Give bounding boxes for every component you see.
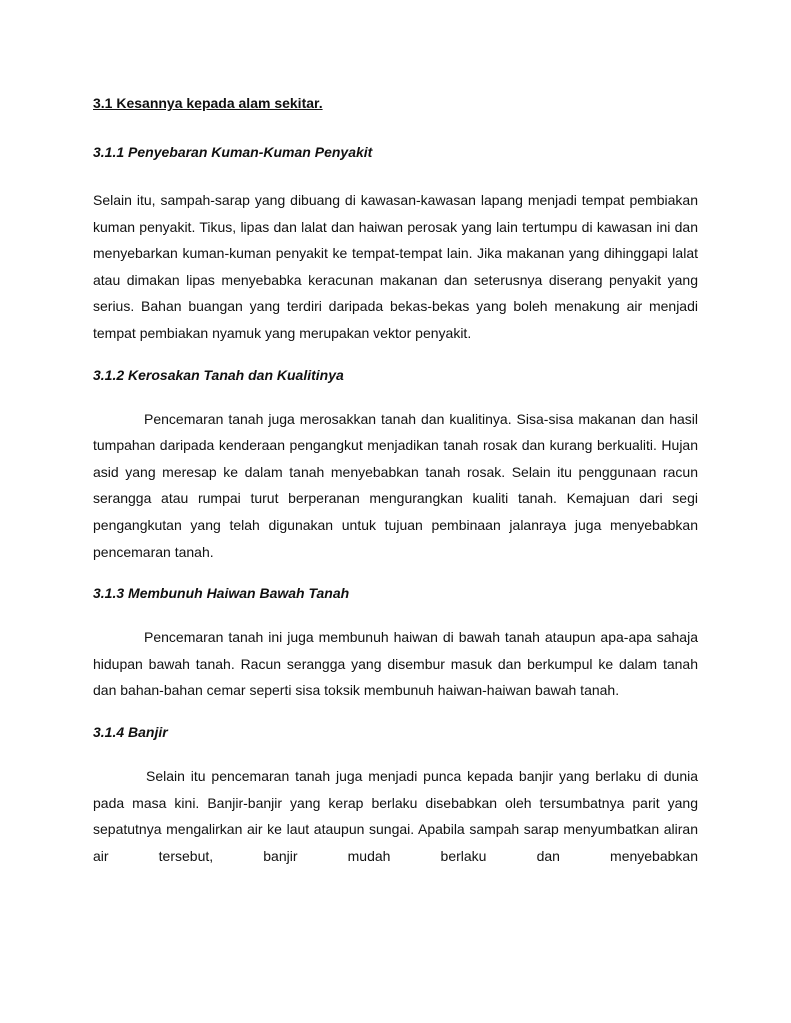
subsection-title-3-1-1: 3.1.1 Penyebaran Kuman-Kuman Penyakit	[93, 144, 373, 160]
subsection-title-3-1-4: 3.1.4 Banjir	[93, 723, 168, 740]
subsection-title-3-1-3: 3.1.3 Membunuh Haiwan Bawah Tanah	[93, 585, 350, 602]
paragraph-3-1-3: Pencemaran tanah ini juga membunuh haiwan di bawah tanah ataupun apa-apa sahaja hidupan bawah tanah. Racun serangga yang disembur masuk dan berkumpul ke dalam tanah dan bahan-bahan cemar seperti sisa toksik membunuh haiwan-haiwan bawah tanah.	[93, 629, 698, 699]
document-page	[93, 86, 698, 869]
paragraph-3-1-4: Selain itu pencemaran tanah juga menjadi punca kepada banjir yang berlaku di dunia pada masa kini. Banjir-banjir yang kerap berlaku disebabkan oleh tersumbatnya parit yang sepatutnya mengalirkan air ke laut ataupun sungai. Apabila sampah sarap menyumbatkan aliran air tersebut, banjir mudah berlaku dan menyebabkan	[93, 767, 698, 864]
subsection-title-3-1-2: 3.1.2 Kerosakan Tanah dan Kualitinya	[93, 366, 344, 383]
paragraph-3-1-1: Selain itu, sampah-sarap yang dibuang di kawasan-kawasan lapang menjadi tempat pembiakan kuman penyakit. Tikus, lipas dan lalat dan haiwan perosak yang lain tertumpu di kawasan ini dan menyebarkan kuman-kuman penyakit ke tempat-tempat lain. Jika makanan yang dihinggapi lalat atau dimakan lipas menyebabka keracunan makanan dan seterusnya diserang penyakit yang serius. Bahan buangan yang terdiri daripada bekas-bekas yang boleh menakung air menjadi tempat pembiakan nyamuk yang merupakan vektor penyakit.	[93, 192, 698, 341]
section-title: 3.1 Kesannya kepada alam sekitar.	[93, 95, 323, 111]
paragraph-3-1-2: Pencemaran tanah juga merosakkan tanah dan kualitinya. Sisa-sisa makanan dan hasil tumpahan daripada kenderaan pengangkut menjadikan tanah rosak dan kurang berkualiti. Hujan asid yang meresap ke dalam tanah menyebabkan tanah rosak. Selain itu penggunaan racun serangga atau rumpai turut berperanan mengurangkan kualiti tanah. Kemajuan dari segi pengangkutan yang telah digunakan untuk tujuan pembinaan jalanraya juga menyebabkan pencemaran tanah.	[93, 410, 698, 560]
